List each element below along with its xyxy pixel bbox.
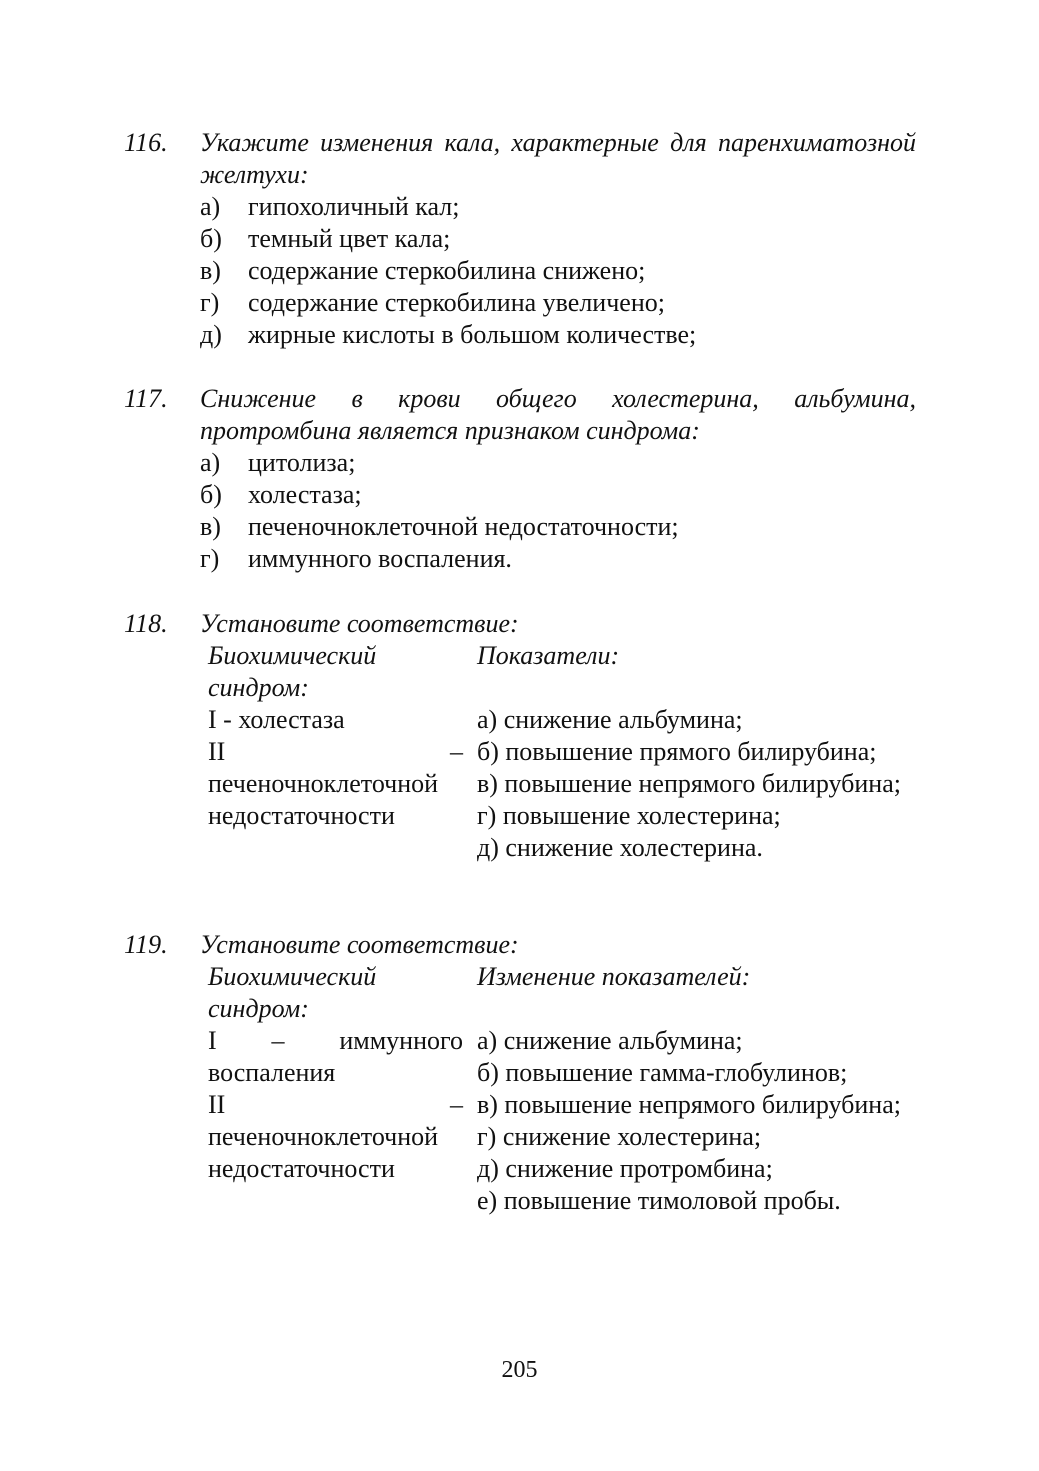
right-item: г) повышение холестерина; <box>477 801 781 830</box>
right-item: е) повышение тимоловой пробы. <box>477 1186 841 1215</box>
right-column-header: Показатели: <box>477 641 620 670</box>
question-117 <box>124 383 916 575</box>
right-item: д) снижение холестерина. <box>477 833 763 862</box>
option-item: а) гипохоличный кал; <box>200 192 460 221</box>
question-number: 117. <box>124 384 168 413</box>
left-column <box>208 961 463 1217</box>
right-item: а) снижение альбумина; <box>477 1026 743 1055</box>
right-column <box>477 640 916 864</box>
matching-table <box>208 640 916 864</box>
right-item: г) снижение холестерина; <box>477 1122 762 1151</box>
option-item: б) темный цвет кала; <box>200 224 451 253</box>
question-text: Укажите изменения кала, характерные для паренхиматозной желтухи: <box>200 128 916 189</box>
question-number: 118. <box>124 609 168 638</box>
question-text: Снижение в крови общего холестерина, альбумина, протромбина является признаком синдрома: <box>200 384 916 445</box>
option-item: г) содержание стеркобилина увеличено; <box>200 288 665 317</box>
right-item: в) повышение непрямого билирубина; <box>477 1090 901 1119</box>
question-119 <box>124 929 916 1217</box>
right-item: в) повышение непрямого билирубина; <box>477 769 901 798</box>
option-item: в) содержание стеркобилина снижено; <box>200 256 646 285</box>
left-column <box>208 640 463 864</box>
left-item: II – печеночноклеточной недостаточности <box>208 737 463 830</box>
option-item: а) цитолиза; <box>200 448 356 477</box>
right-column-header: Изменение показателей: <box>477 962 751 991</box>
question-116 <box>124 127 916 351</box>
right-item: б) повышение прямого билирубина; <box>477 737 877 766</box>
question-118 <box>124 608 916 864</box>
option-item: в) печеночноклеточной недостаточности; <box>200 512 679 541</box>
right-item: д) снижение протромбина; <box>477 1154 773 1183</box>
right-item: б) повышение гамма-глобулинов; <box>477 1058 848 1087</box>
question-text: Установите соответствие: <box>200 609 519 638</box>
options-list <box>200 447 916 575</box>
left-item: I – иммунного воспаления <box>208 1026 463 1087</box>
options-list <box>200 191 916 351</box>
left-item: I - холестаза <box>208 705 345 734</box>
option-item: б) холестаза; <box>200 480 362 509</box>
right-column <box>477 961 916 1217</box>
left-column-header: Биохимический синдром: <box>208 641 377 702</box>
left-item: II – печеночноклеточной недостаточности <box>208 1090 463 1183</box>
option-item: д) жирные кислоты в большом количестве; <box>200 320 697 349</box>
matching-table <box>208 961 916 1217</box>
question-text: Установите соответствие: <box>200 930 519 959</box>
right-item: а) снижение альбумина; <box>477 705 743 734</box>
option-item: г) иммунного воспаления. <box>200 544 512 573</box>
question-number: 119. <box>124 930 168 959</box>
left-column-header: Биохимический синдром: <box>208 962 377 1023</box>
question-number: 116. <box>124 128 168 157</box>
page-number: 205 <box>501 1357 538 1383</box>
